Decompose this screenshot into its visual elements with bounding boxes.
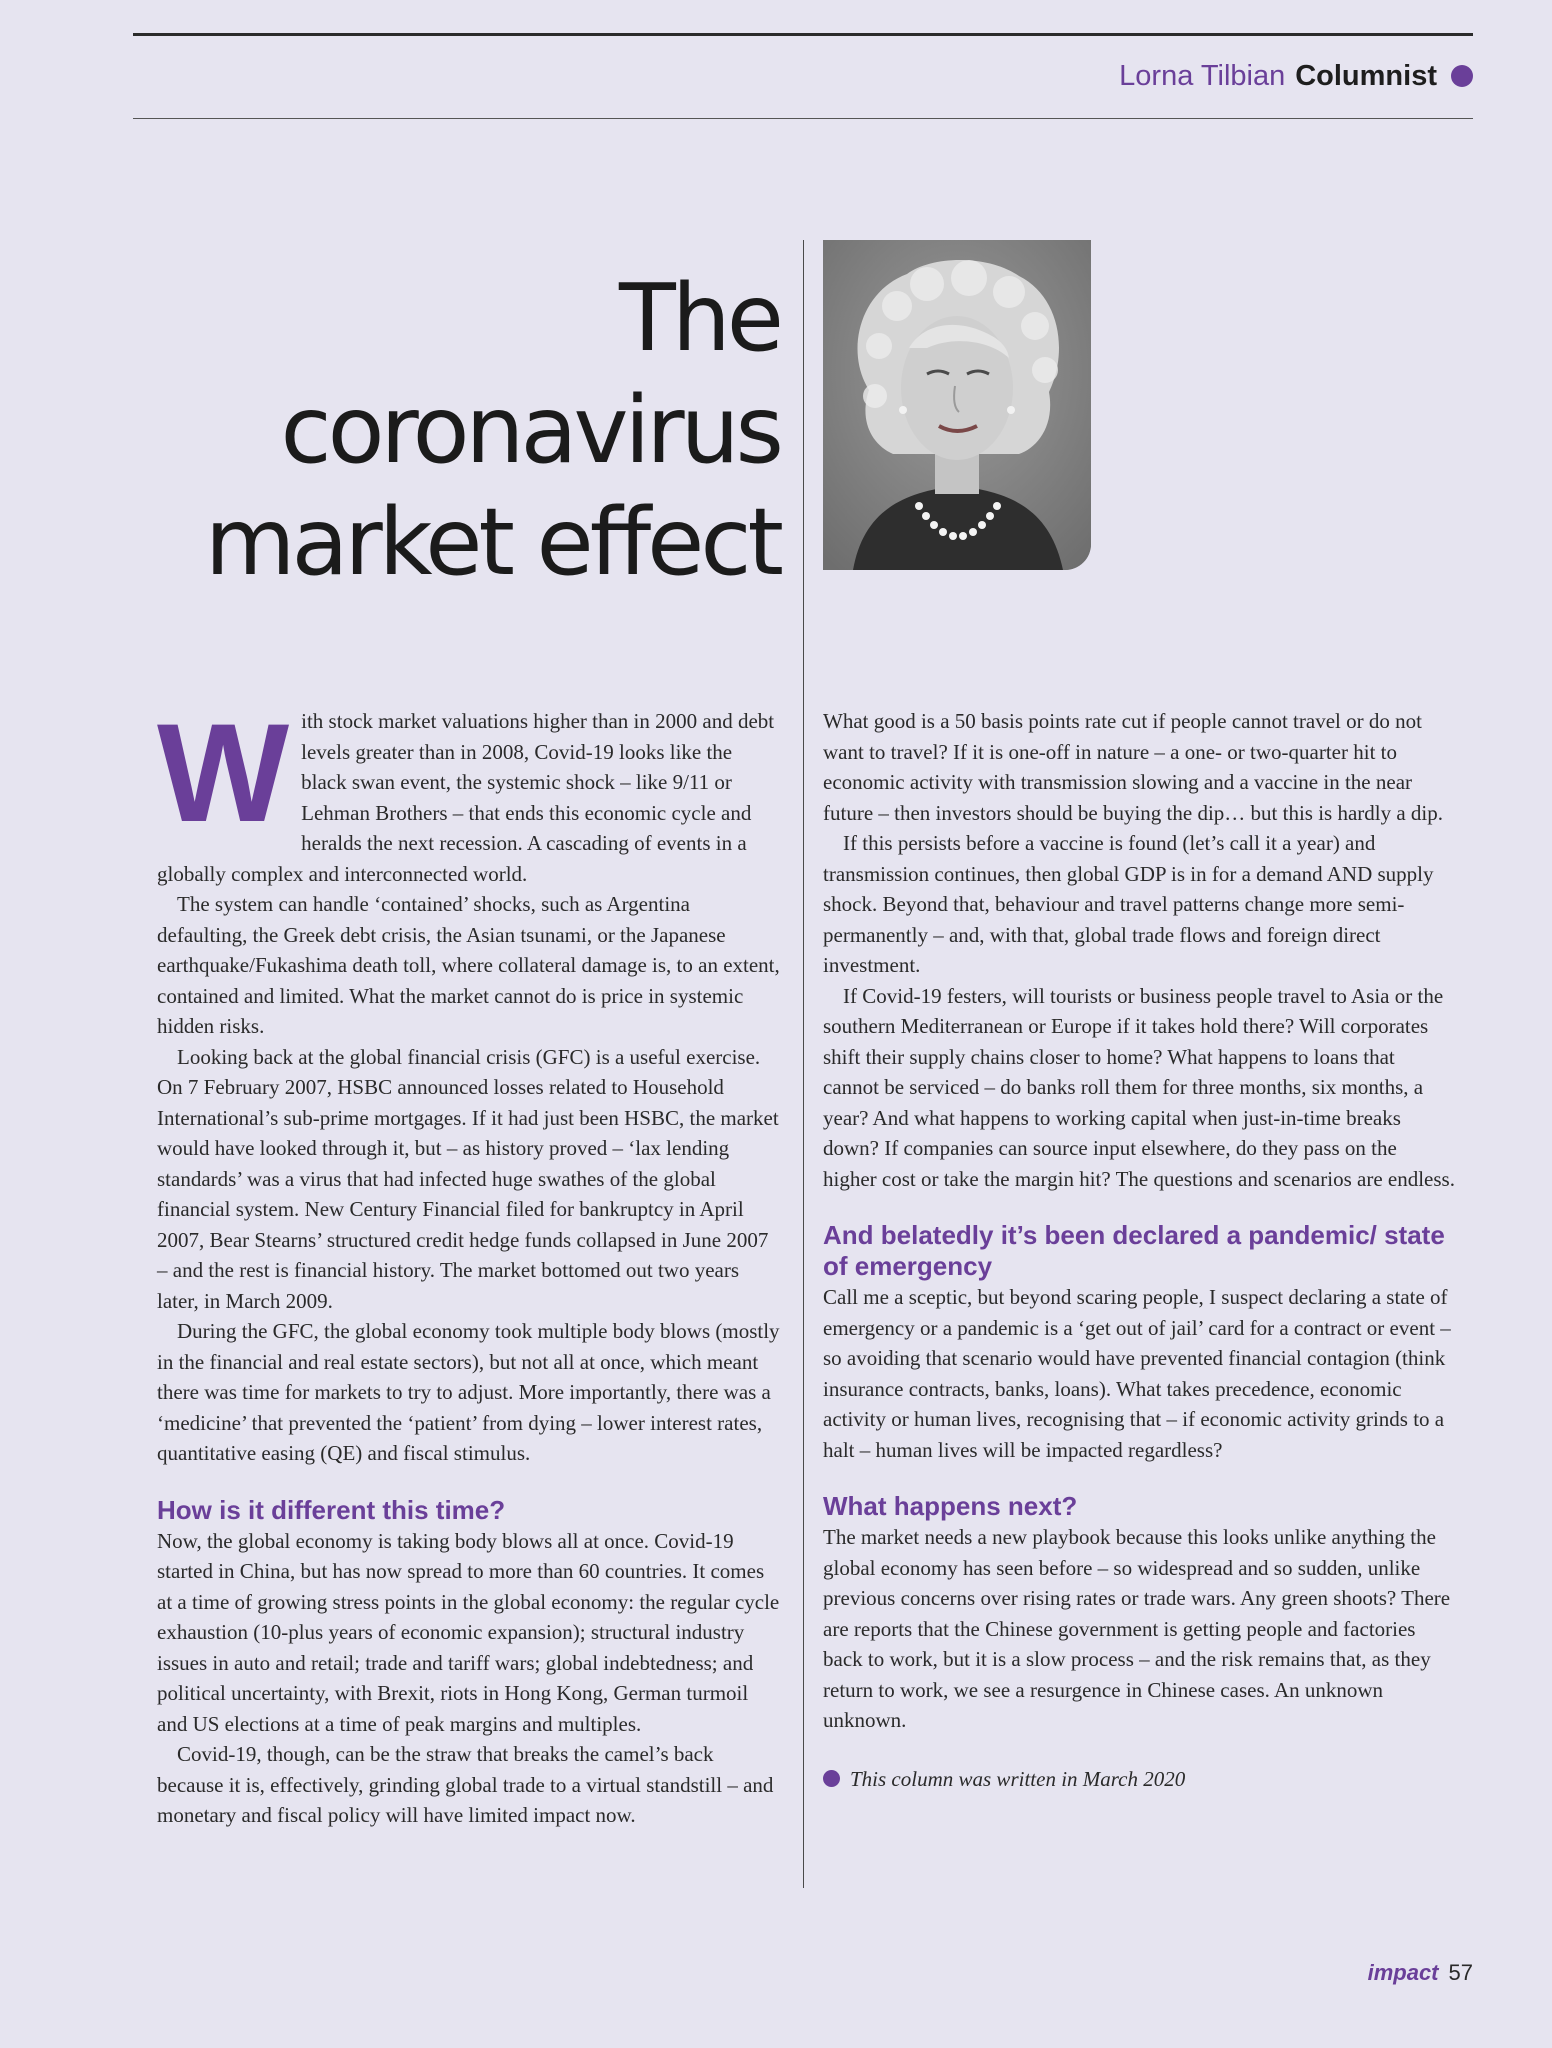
bullet-dot-icon	[823, 1770, 840, 1787]
paragraph: If Covid-19 festers, will tourists or business people travel to Asia or the southern Mediterranean or Europe if it takes hold there? Will corporates shift their supply chains closer to home? What happens to loans that cannot be serviced – do banks roll them for three months, six months, a year? And what happens to working capital when just-in-time breaks down? If companies can source input elsewhere, do they pass on the higher cost or take the margin hit? The questions and scenarios are endless.	[823, 983, 1455, 1191]
byline	[1119, 58, 1473, 94]
paragraph: The market needs a new playbook because this looks unlike anything the global economy has seen before – so widespread and so sudden, unlike previous concerns over rising rates or trade wars. Any green shoots? There are reports that the Chinese government is getting people and factories back to work, but it is a slow process – and the risk remains that, as they return to work, we see a resurgence in Chinese cases. An unknown unknown.	[823, 1525, 1451, 1732]
page-footer	[1368, 1960, 1473, 1986]
top-rule	[133, 33, 1473, 36]
magazine-brand: impact	[1367, 1960, 1439, 1985]
paragraph: Looking back at the global financial crisis (GFC) is a useful exercise. On 7 February 2007, HSBC announced losses related to Household International’s sub-prime mortgages. If it had just been HSBC, the market would have looked through it, but – as history proved – ‘lax lending standards’ was a virus that had infected huge swathes of the global financial system. New Century Financial filed for bankruptcy in April 2007, Bear Stearns’ structured credit hedge funds collapsed in June 2007 – and the rest is financial history. The market bottomed out two years later, in March 2009.	[157, 1044, 779, 1313]
section-spacer	[823, 1465, 1455, 1491]
paragraph: During the GFC, the global economy took multiple body blows (mostly in the financial and real estate sectors), but not all at once, which meant there was time for markets to try to adjust. More importantly, there was a ‘medicine’ that prevented the ‘patient’ from dying – lower interest rates, quantitative easing (QE) and fiscal stimulus.	[157, 1319, 780, 1465]
paragraph: Call me a sceptic, but beyond scaring people, I suspect declaring a state of emergency or a pandemic is a ‘get out of jail’ card for a contract or event – so avoiding that scenario would have prevented financial contagion (think insurance contracts, banks, loans). What takes precedence, economic activity or human lives, recognising that – if economic activity grinds to a halt – human lives will be impacted regardless?	[823, 1285, 1451, 1462]
bullet-dot-icon	[1451, 65, 1473, 87]
title-line-2: coronavirus	[280, 376, 780, 484]
footnote	[823, 1764, 1455, 1795]
column-divider	[803, 240, 804, 1888]
section-spacer	[823, 1194, 1455, 1220]
page-title	[100, 262, 780, 598]
subheading: How is it different this time?	[157, 1494, 506, 1525]
footnote-text: This column was written in March 2020	[850, 1766, 1186, 1791]
article-column-right	[823, 706, 1455, 1794]
title-line-3: market effect	[204, 488, 780, 596]
author-role: Columnist	[1295, 59, 1437, 92]
article-column-left	[157, 694, 782, 1831]
paragraph: Covid-19, though, can be the straw that breaks the camel’s back because it is, effectively, grinding global trade to a virtual standstill – and monetary and fiscal policy will have limited impact now.	[157, 1742, 774, 1827]
section-spacer	[157, 1469, 782, 1495]
author-name: Lorna Tilbian	[1119, 59, 1286, 92]
paragraph: ith stock market valuations higher than in 2000 and debt levels greater than in 2008, Covid-19 looks like the black swan event, the systemic shock – like 9/11 or Lehman Brothers – that ends this economic cycle and heralds the next recession. A cascading of events in a globally complex and interconnected world.	[157, 709, 775, 886]
title-line-1: The	[619, 264, 780, 372]
header-rule	[133, 118, 1473, 119]
subheading: And belatedly it’s been declared a pandemic/ state of emergency	[823, 1220, 1445, 1281]
drop-cap: W	[157, 694, 290, 851]
paragraph: If this persists before a vaccine is found (let’s call it a year) and transmission continues, then global GDP is in for a demand AND supply shock. Beyond that, behaviour and travel patterns change more semi-permanently – and, with that, global trade flows and foreign direct investment.	[823, 831, 1434, 977]
author-portrait	[823, 240, 1091, 570]
paragraph: Now, the global economy is taking body blows all at once. Covid-19 started in China, but has now spread to more than 60 countries. It comes at a time of growing stress points in the global economy: the regular cycle exhaustion (10-plus years of economic expansion); structural industry issues in auto and retail; trade and tariff wars; global indebtedness; and political uncertainty, with Brexit, riots in Hong Kong, German turmoil and US elections at a time of peak margins and multiples.	[157, 1528, 780, 1736]
subheading: What happens next?	[823, 1491, 1078, 1521]
page-number: 57	[1448, 1960, 1473, 1985]
paragraph: What good is a 50 basis points rate cut if people cannot travel or do not want to travel? If it is one-off in nature – a one- or two-quarter hit to economic activity with transmission slowing and a vaccine in the near future – then investors should be buying the dip… but this is hardly a dip.	[823, 709, 1444, 825]
paragraph: The system can handle ‘contained’ shocks, such as Argentina defaulting, the Greek debt crisis, the Asian tsunami, or the Japanese earthquake/Fukashima death toll, where collateral damage is, to an extent, contained and limited. What the market cannot do is price in systemic hidden risks.	[157, 892, 780, 1038]
